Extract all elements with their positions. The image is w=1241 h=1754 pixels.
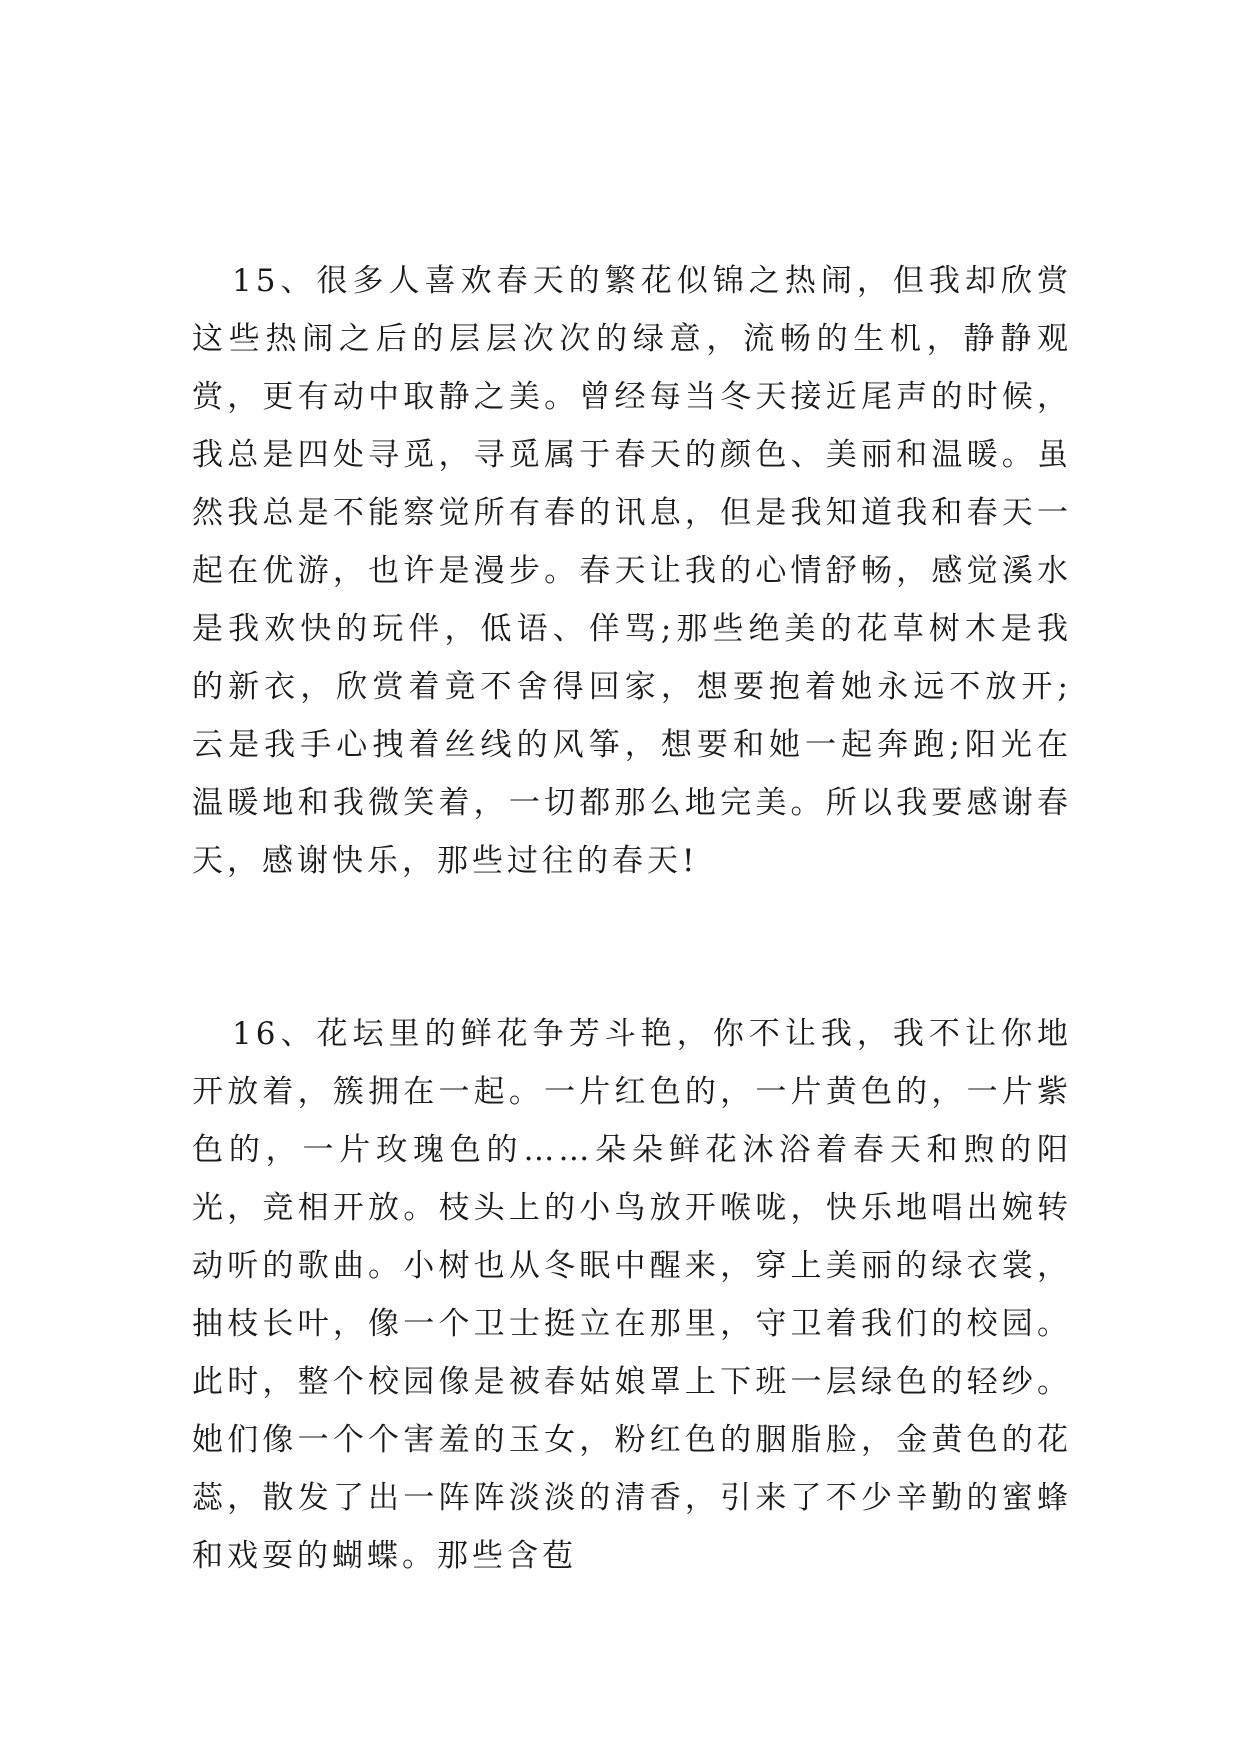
paragraph-16: 16、花坛里的鲜花争芳斗艳，你不让我，我不让你地开放着，簇拥在一起。一片红色的，一片黄色的，一片紫色的，一片玫瑰色的……朵朵鲜花沐浴着春天和煦的阳光，竞相开放。枝头上的小鸟放开喉咙，快乐地唱出婉转动听的歌曲。小树也从冬眠中醒来，穿上美丽的绿衣裳，抽枝长叶，像一个卫士挺立在那里，守卫着我们的校园。此时，整个校园像是被春姑娘罩上下班一层绿色的轻纱。她们像一个个害羞的玉女，粉红色的胭脂脸，金黄色的花蕊，散发了出一阵阵淡淡的清香，引来了不少辛勤的蜜蜂和戏耍的蝴蝶。那些含苞	[192, 1016, 1072, 1574]
paragraph-15: 15、很多人喜欢春天的繁花似锦之热闹，但我却欣赏这些热闹之后的层层次次的绿意，流畅的生机，静静观赏，更有动中取静之美。曾经每当冬天接近尾声的时候，我总是四处寻觅，寻觅属于春天的颜色、美丽和温暖。虽然我总是不能察觉所有春的讯息，但是我知道我和春天一起在优游，也许是漫步。春天让我的心情舒畅，感觉溪水是我欢快的玩伴，低语、佯骂;那些绝美的花草树木是我的新衣，欣赏着竟不舍得回家，想要抱着她永远不放开;云是我手心拽着丝线的风筝，想要和她一起奔跑;阳光在温暖地和我微笑着，一切都那么地完美。所以我要感谢春天，感谢快乐，那些过往的春天!	[192, 263, 1072, 879]
